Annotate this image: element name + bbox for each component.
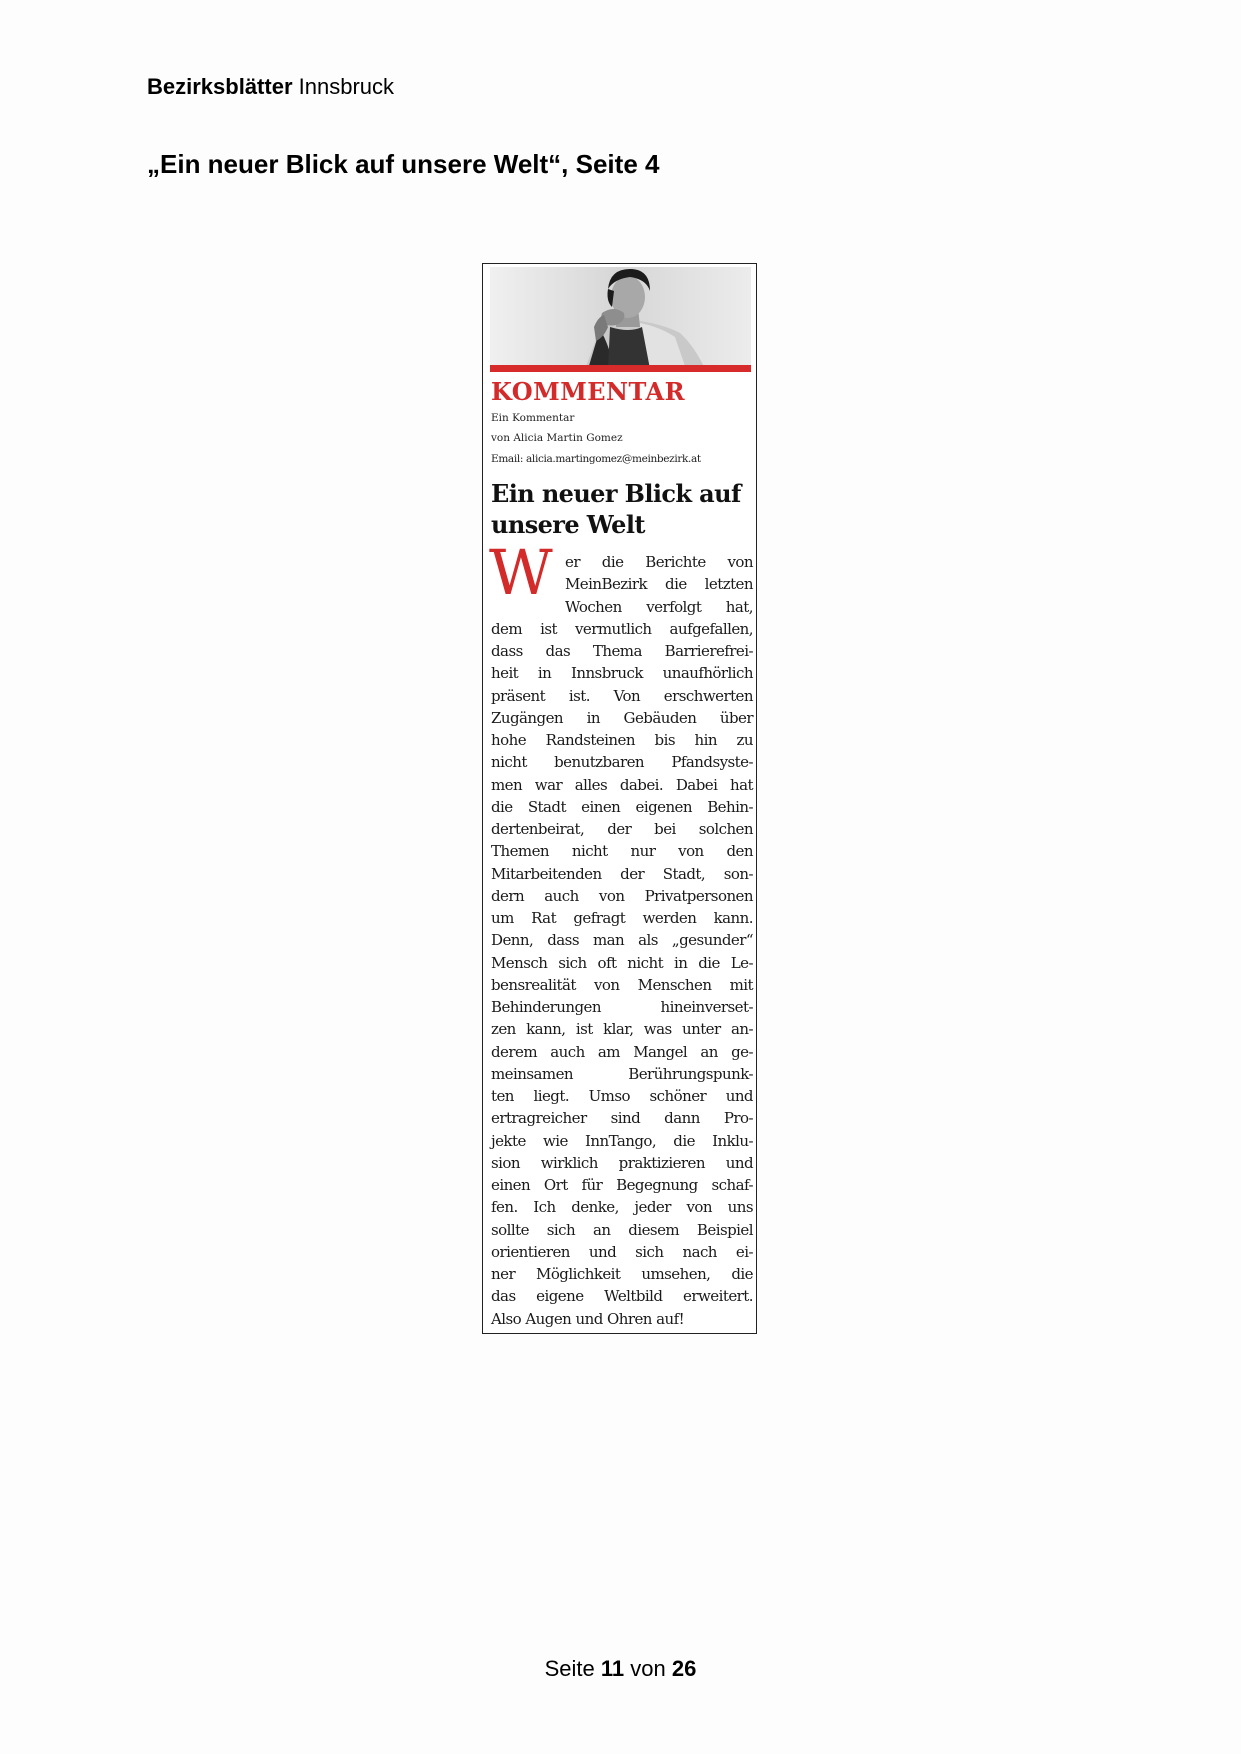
article-body-line: Zugängen in Gebäuden über [491, 708, 753, 727]
article-body-line: präsent ist. Von erschwerten [491, 686, 753, 705]
article-body-line: sollte sich an diesem Beispiel [491, 1220, 753, 1239]
article-body-line: men war alles dabei. Dabei hat [491, 775, 753, 794]
publication-name: Bezirksblätter [147, 74, 293, 99]
article-body-line: Behinderungen hineinverset- [491, 998, 753, 1016]
article-body-line: Wochen verfolgt hat, [565, 597, 753, 616]
page-footer [0, 1656, 1241, 1682]
meta-email: Email: alicia.martingomez@meinbezirk.at [491, 453, 701, 465]
section-red-rule [490, 365, 751, 372]
article-body-line: dem ist vermutlich aufgefallen, [491, 619, 753, 638]
article-body-line: einen Ort für Begegnung schaf- [491, 1176, 753, 1194]
article-headline: Ein neuer Blick auf unsere Welt [491, 479, 741, 539]
page-label: Seite [544, 1656, 595, 1681]
article-body-line: ner Möglichkeit umsehen, die [491, 1265, 753, 1283]
article-body-line: dertenbeirat, der bei solchen [491, 820, 753, 838]
article-body-line: ten liegt. Umso schöner und [491, 1087, 753, 1105]
article-body-line: meinsamen Berührungspunk- [491, 1064, 753, 1083]
total-page-count: 26 [671, 1656, 697, 1681]
article-body-line: heit in Innsbruck unaufhörlich [491, 664, 753, 683]
article-body-line: Also Augen und Ohren auf! [491, 1309, 685, 1328]
article-body-line: Denn, dass man als „gesunder“ [491, 931, 753, 950]
section-label: KOMMENTAR [491, 377, 686, 406]
article-body-line: MeinBezirk die letzten [565, 575, 753, 594]
article-body-line: Mitarbeitenden der Stadt, son- [491, 864, 753, 883]
current-page-number: 11 [600, 1656, 625, 1681]
meta-author: von Alicia Martin Gomez [491, 432, 623, 444]
article-body-line: hohe Randsteinen bis hin zu [491, 731, 753, 749]
meta-kind: Ein Kommentar [491, 412, 575, 424]
article-body-line: zen kann, ist klar, was unter an- [491, 1020, 753, 1039]
article-body-line: jekte wie InnTango, die Inklu- [491, 1131, 753, 1150]
document-title: „Ein neuer Blick auf unsere Welt“, Seite 4 [147, 149, 660, 179]
author-portrait-image [490, 267, 751, 369]
article-body-line: nicht benutzbaren Pfandsyste- [491, 753, 753, 772]
article-body-line: er die Berichte von [565, 553, 753, 571]
publication-region: Innsbruck [298, 74, 395, 99]
article-body-line: fen. Ich denke, jeder von uns [491, 1198, 753, 1217]
article-body-line: die Stadt einen eigenen Behin- [491, 797, 753, 816]
article-body-line: Mensch sich oft nicht in die Le- [491, 953, 753, 972]
article-body-line: dass das Thema Barrierefrei- [491, 642, 753, 660]
article-body-line: das eigene Weltbild erweitert. [491, 1287, 753, 1306]
author-photo [490, 267, 751, 369]
publication-header [147, 74, 394, 100]
article-body-line: derem auch am Mangel an ge- [491, 1042, 753, 1061]
article-body-line: dern auch von Privatpersonen [491, 886, 753, 905]
article-body-line: bensrealität von Menschen mit [491, 975, 753, 994]
article-body-line: orientieren und sich nach ei- [491, 1242, 753, 1261]
article-body-line: ertragreicher sind dann Pro- [491, 1109, 753, 1128]
newspaper-clipping [482, 263, 757, 1334]
article-body-line: um Rat gefragt werden kann. [491, 909, 753, 927]
article-body-line: sion wirklich praktizieren und [491, 1153, 753, 1172]
article-body [491, 551, 753, 1330]
page-of-label: von [630, 1656, 666, 1681]
drop-cap: W [489, 536, 553, 609]
article-body-line: Themen nicht nur von den [491, 842, 753, 861]
